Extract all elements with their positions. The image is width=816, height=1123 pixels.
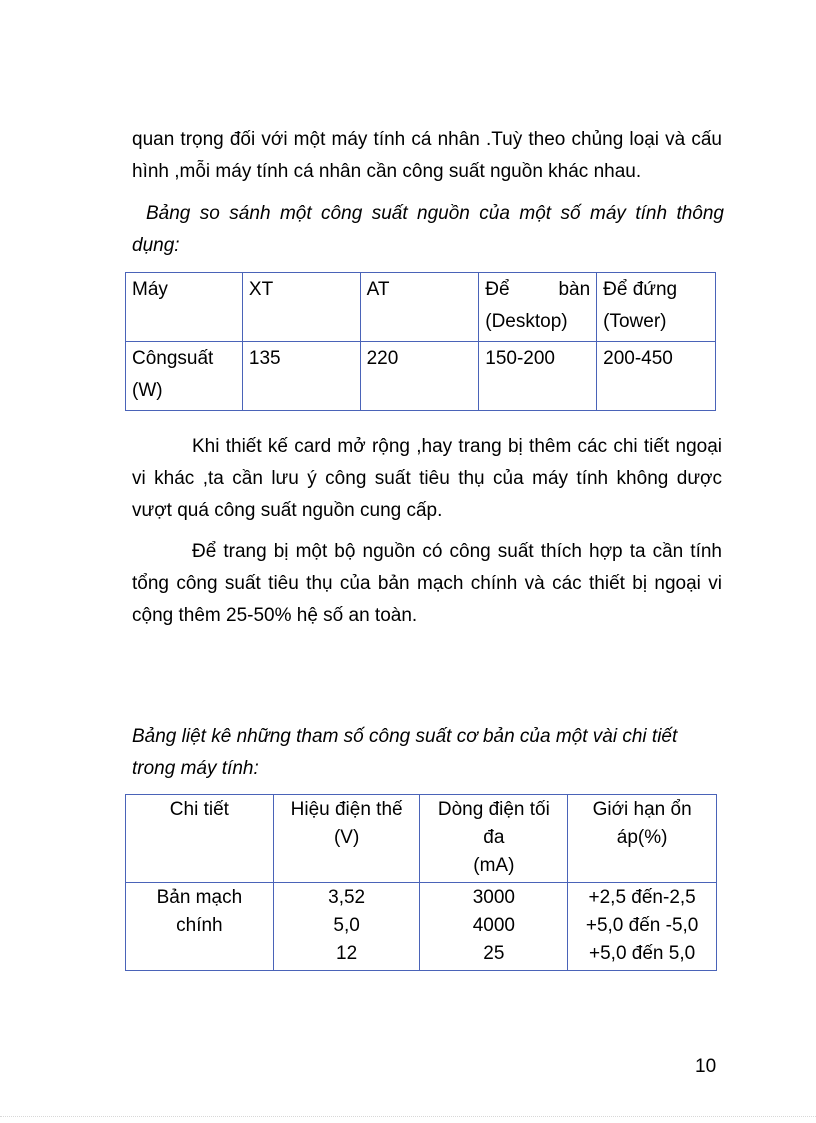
header-current-unit: (mA)	[473, 855, 515, 876]
table-row	[126, 342, 716, 411]
component-name: Bản mạch	[156, 887, 243, 908]
row-label-sub: (W)	[132, 380, 163, 401]
table-cell	[568, 795, 717, 883]
voltage-value: 5,0	[333, 915, 360, 936]
value-at: 220	[366, 348, 399, 369]
limit-value: +5,0 đến -5,0	[585, 915, 699, 936]
table-cell	[420, 883, 568, 971]
table-cell	[126, 342, 243, 411]
row-label: Côngsuất	[132, 348, 214, 369]
table-row	[126, 883, 717, 971]
header-limit: Giới hạn ổn	[592, 799, 692, 820]
header-desktop-sub: (Desktop)	[485, 311, 568, 332]
footer-divider	[0, 1116, 816, 1117]
component-power-table	[125, 794, 717, 971]
component-name-cont: chính	[176, 915, 223, 936]
value-xt: 135	[248, 348, 281, 369]
table-cell	[479, 273, 597, 342]
voltage-value: 3,52	[328, 887, 366, 908]
header-at: AT	[366, 279, 390, 300]
table1-caption: Bảng so sánh một công suất nguồn của một số máy tính thông dụng:	[132, 203, 724, 256]
table2-caption: Bảng liệt kê những tham số công suất cơ bản của một vài chi tiết trong máy tính:	[132, 726, 678, 779]
table-cell	[568, 883, 717, 971]
table-cell	[242, 273, 360, 342]
table-cell	[360, 342, 479, 411]
header-component: Chi tiết	[169, 799, 229, 820]
voltage-value: 12	[336, 943, 358, 964]
value-tower: 200-450	[603, 348, 673, 369]
header-xt: XT	[248, 279, 274, 300]
power-comparison-table	[125, 272, 716, 411]
table-cell	[420, 795, 568, 883]
current-value: 4000	[472, 915, 515, 936]
table-cell	[479, 342, 597, 411]
header-limit-unit: áp(%)	[616, 827, 668, 848]
header-tower-sub: (Tower)	[603, 311, 667, 332]
table-cell	[126, 883, 274, 971]
page-number: 10	[695, 1056, 717, 1077]
header-label: Máy	[132, 279, 168, 300]
header-voltage-unit: (V)	[333, 827, 360, 848]
header-voltage: Hiệu điện thế	[290, 799, 403, 820]
table-cell	[126, 273, 243, 342]
limit-value: +5,0 đến 5,0	[589, 943, 696, 964]
header-tower: Để đứng	[603, 279, 678, 300]
table-row	[126, 273, 716, 342]
header-desktop-word2: bàn	[558, 279, 591, 300]
header-desktop-word1: Để	[485, 279, 510, 300]
table-cell	[273, 883, 420, 971]
paragraph-expansion: Khi thiết kế card mở rộng ,hay trang bị thêm các chi tiết ngoại vi khác ,ta cần lưu ý công suất tiêu thụ của máy tính không dược vượt quá công suất nguồn cung cấp.	[132, 436, 722, 521]
limit-value: +2,5 đến-2,5	[588, 887, 696, 908]
paragraph-intro: quan trọng đối với một máy tính cá nhân .Tuỳ theo chủng loại và cấu hình ,mỗi máy tính cá nhân cần công suất nguồn khác nhau.	[132, 129, 722, 182]
table-row	[126, 795, 717, 883]
table-cell	[242, 342, 360, 411]
table-cell	[597, 273, 716, 342]
table-cell	[597, 342, 716, 411]
current-value: 25	[483, 943, 505, 964]
value-desktop: 150-200	[485, 348, 555, 369]
current-value: 3000	[472, 887, 515, 908]
table-cell	[273, 795, 420, 883]
table-cell	[360, 273, 479, 342]
paragraph-power-supply: Để trang bị một bộ nguồn có công suất thích hợp ta cần tính tổng công suất tiêu thụ của bản mạch chính và các thiết bị ngoại vi cộng thêm 25-50% hệ số an toàn.	[132, 541, 722, 626]
table-cell	[126, 795, 274, 883]
header-current-cont: đa	[483, 827, 505, 848]
header-current: Dòng điện tối	[437, 799, 550, 820]
